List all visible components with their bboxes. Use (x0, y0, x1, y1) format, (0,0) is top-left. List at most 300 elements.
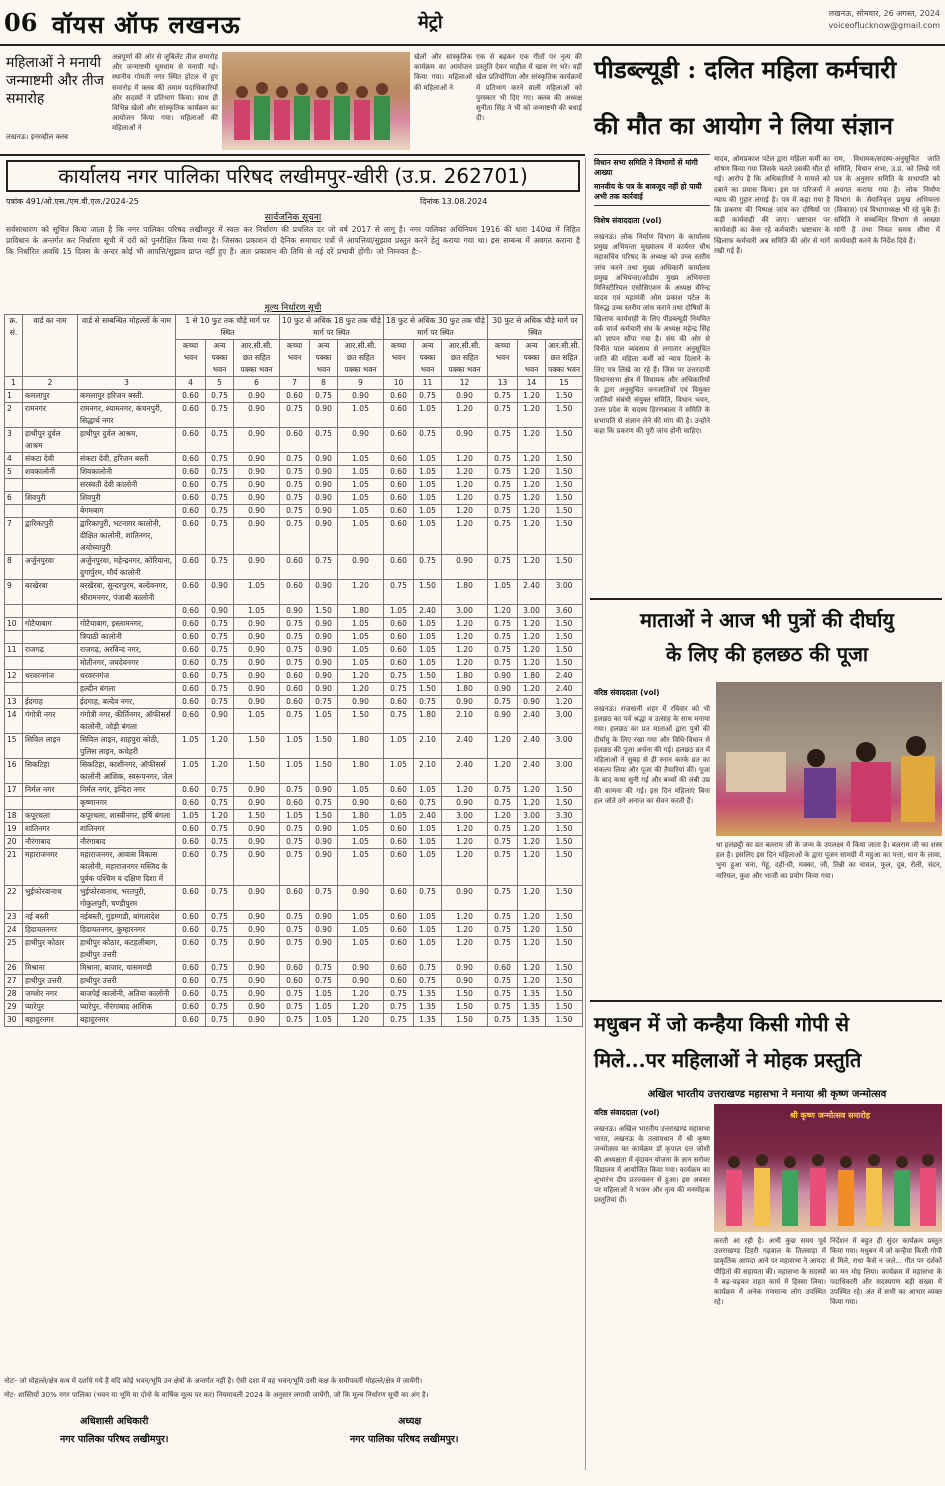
cell-sn: 23 (5, 911, 23, 924)
col-subhead: कच्चा भवन (384, 340, 414, 377)
cell-rate: 1.20 (518, 403, 546, 428)
cell-rate: 0.60 (176, 1001, 206, 1014)
cell-rate: 0.90 (310, 518, 338, 555)
cell-sn (5, 479, 23, 492)
cell-rate: 0.75 (488, 937, 518, 962)
cell-rate: 0.75 (206, 823, 234, 836)
cell-rate: 1.50 (546, 1014, 583, 1027)
cell-rate: 0.75 (488, 924, 518, 937)
cell-rate: 0.75 (206, 849, 234, 886)
cell-sn: 4 (5, 453, 23, 466)
cell-rate: 0.90 (310, 644, 338, 657)
cell-rate: 0.90 (338, 555, 384, 580)
cell-locality: नौरंगाबाद (78, 836, 176, 849)
cell-locality: सिविल लाइन, शाहपुरा कोठी, पुलिस लाइन, कचेहरी (78, 734, 176, 759)
cell-rate: 1.35 (518, 1001, 546, 1014)
sign-eo-org: नगर पालिका परिषद लखीमपुर। (60, 1434, 169, 1445)
cell-rate: 1.05 (414, 937, 442, 962)
cell-rate: 0.60 (176, 518, 206, 555)
col-number: 11 (414, 377, 442, 390)
cell-rate: 1.50 (546, 797, 583, 810)
cell-rate: 1.05 (176, 734, 206, 759)
cell-rate: 1.50 (546, 453, 583, 466)
pwd-bullets (594, 154, 710, 206)
cell-rate: 0.75 (488, 466, 518, 479)
cell-rate: 1.50 (310, 759, 338, 784)
teej-byline: लखनऊ। इनरव्हील क्लब (6, 133, 68, 141)
cell-locality: कृष्णानगर (78, 797, 176, 810)
worship-photo-icon (716, 682, 942, 836)
cell-rate: 0.60 (384, 618, 414, 631)
cell-rate: 0.90 (310, 580, 338, 605)
cell-rate: 0.60 (176, 886, 206, 911)
cell-rate: 0.60 (280, 886, 310, 911)
cell-rate: 1.20 (442, 479, 488, 492)
cell-rate: 0.60 (176, 836, 206, 849)
cell-rate: 0.75 (488, 631, 518, 644)
cell-rate: 1.05 (310, 709, 338, 734)
cell-rate: 0.75 (488, 453, 518, 466)
cell-rate: 0.75 (310, 428, 338, 453)
cell-ward: राजगढ़ (23, 644, 78, 657)
table-row (5, 631, 583, 644)
cell-rate: 1.20 (518, 631, 546, 644)
cell-sn: 14 (5, 709, 23, 734)
cell-rate: 0.75 (206, 937, 234, 962)
cell-rate: 0.75 (206, 403, 234, 428)
table-row (5, 962, 583, 975)
cell-rate: 3.30 (546, 810, 583, 823)
cell-ward (23, 797, 78, 810)
cell-rate: 0.90 (442, 390, 488, 403)
halchhath-headline-1: माताओं ने आज भी पुत्रों की दीर्घायु (639, 608, 895, 632)
cell-rate: 0.75 (280, 988, 310, 1001)
cell-rate: 0.90 (234, 797, 280, 810)
cell-rate: 1.50 (546, 823, 583, 836)
cell-rate: 1.50 (310, 810, 338, 823)
cell-rate: 1.20 (518, 657, 546, 670)
cell-rate: 0.75 (206, 657, 234, 670)
cell-rate: 0.75 (206, 696, 234, 709)
cell-rate: 0.75 (206, 492, 234, 505)
cell-sn: 19 (5, 823, 23, 836)
cell-rate: 0.60 (384, 924, 414, 937)
cell-rate: 0.75 (280, 505, 310, 518)
cell-rate: 1.05 (338, 937, 384, 962)
cell-rate: 0.75 (206, 683, 234, 696)
cell-rate: 0.90 (310, 618, 338, 631)
cell-rate: 0.75 (488, 1001, 518, 1014)
cell-rate: 0.90 (442, 797, 488, 810)
madhuban-story (590, 1000, 942, 1470)
cell-rate: 1.20 (442, 937, 488, 962)
col-number: 5 (206, 377, 234, 390)
cell-rate: 0.60 (384, 492, 414, 505)
cell-rate: 0.75 (280, 1014, 310, 1027)
col-subhead: कच्चा भवन (280, 340, 310, 377)
cell-ward: महाराजनगर (23, 849, 78, 886)
cell-rate: 0.75 (280, 836, 310, 849)
cell-rate: 1.05 (414, 403, 442, 428)
cell-rate: 0.75 (206, 518, 234, 555)
cell-sn: 5 (5, 466, 23, 479)
cell-locality: हाथीपुर दुर्वल आश्रम, (78, 428, 176, 453)
cell-locality: गंगोत्री नगर, कीर्तिनगर, ऑफीसर्स कालोनी, जोड़ी बंगला (78, 709, 176, 734)
cell-rate: 1.20 (518, 390, 546, 403)
cell-locality: बेगमबाग (78, 505, 176, 518)
cell-rate: 0.75 (310, 797, 338, 810)
cell-rate: 0.60 (384, 631, 414, 644)
cell-rate: 1.20 (488, 605, 518, 618)
madhuban-headline-1: मधुबन में जो कन्हैया किसी गोपी से (594, 1012, 850, 1036)
cell-sn: 20 (5, 836, 23, 849)
cell-rate: 0.90 (310, 683, 338, 696)
cell-sn: 16 (5, 759, 23, 784)
col-subhead: अन्य पक्का भवन (310, 340, 338, 377)
cell-rate: 0.60 (176, 784, 206, 797)
cell-rate: 1.05 (338, 849, 384, 886)
cell-rate: 0.90 (234, 886, 280, 911)
cell-rate: 0.75 (206, 797, 234, 810)
cell-rate: 1.20 (488, 810, 518, 823)
cell-rate: 1.50 (414, 580, 442, 605)
teej-body-2: एक से बढ़कर एक गीतों पर नृत्य की प्रस्तुति देकर माहौल में खास रंग भरे। वहीं खेल प्रतियोगिता और सांस्कृतिक कार्यक्रमों में प्रतिभाग करने वाली महिलाओं को पुरस्कार भी दिए गए। क्लब की अध्यक्ष सुनीता सिंह ने भी को जन्माष्टमी की बधाई दी। (476, 53, 582, 123)
cell-rate: 0.90 (338, 797, 384, 810)
cell-rate: 1.05 (414, 492, 442, 505)
cell-rate: 0.75 (384, 670, 414, 683)
cell-rate: 1.20 (442, 453, 488, 466)
cell-rate: 0.75 (414, 428, 442, 453)
cell-rate: 0.60 (280, 696, 310, 709)
cell-rate: 0.90 (234, 849, 280, 886)
cell-rate: 0.75 (280, 453, 310, 466)
cell-rate: 0.75 (206, 988, 234, 1001)
cell-locality: हाथीपुर कोठार, कटहलीबाग, हाथीपुर उत्तरी (78, 937, 176, 962)
cell-sn (5, 683, 23, 696)
cell-rate: 0.90 (310, 823, 338, 836)
cell-rate: 1.20 (518, 924, 546, 937)
cell-rate: 1.05 (338, 836, 384, 849)
cell-rate: 0.90 (234, 453, 280, 466)
cell-ward: नौरंगाबाद (23, 836, 78, 849)
note-1: नोटः- जो मोहल्ले/क्षेत्र कथ में दर्शाये गये हैं यदि कोई भवन/भूमि उन क्षेत्रों के अन्तर्गत नहीं है। ऐसी दशा में वह भवन/भूमि उसी कक्ष के समीपवर्ती मोहल्ले/क्षेत्र में जायेंगी। (4, 1377, 423, 1385)
cell-rate: 3.00 (442, 605, 488, 618)
cell-rate: 1.50 (546, 390, 583, 403)
table-row (5, 605, 583, 618)
cell-rate: 0.75 (280, 784, 310, 797)
cell-rate: 0.60 (384, 696, 414, 709)
cell-rate: 0.75 (206, 390, 234, 403)
cell-rate: 0.75 (488, 518, 518, 555)
cell-rate: 1.80 (442, 670, 488, 683)
cell-rate: 0.90 (310, 911, 338, 924)
cell-rate: 0.60 (176, 403, 206, 428)
cell-rate: 1.20 (518, 683, 546, 696)
paper-name: वॉयस ऑफ लखनऊ (52, 10, 241, 39)
cell-ward (23, 657, 78, 670)
col-number: 7 (280, 377, 310, 390)
cell-rate: 0.75 (310, 390, 338, 403)
cell-rate: 0.60 (384, 784, 414, 797)
cell-rate: 0.75 (280, 618, 310, 631)
col-number: 6 (234, 377, 280, 390)
cell-ward: सिविल लाइन (23, 734, 78, 759)
table-row (5, 518, 583, 555)
cell-rate: 0.60 (176, 1014, 206, 1027)
cell-ward: भुईफोरवानाथ (23, 886, 78, 911)
cell-locality: बहादुरनगर (78, 1014, 176, 1027)
table-row (5, 657, 583, 670)
cell-rate: 0.75 (280, 823, 310, 836)
cell-rate: 0.75 (414, 390, 442, 403)
cell-locality: राजगढ़, अरविन्द नगर, (78, 644, 176, 657)
cell-rate: 0.60 (280, 390, 310, 403)
madhuban-banner: श्री कृष्ण जन्मोत्सव समारोह (790, 1111, 870, 1120)
table-row (5, 453, 583, 466)
cell-sn: 6 (5, 492, 23, 505)
cell-rate: 1.80 (338, 605, 384, 618)
cell-rate: 0.75 (488, 696, 518, 709)
table-row (5, 505, 583, 518)
cell-rate: 0.60 (176, 505, 206, 518)
cell-sn: 25 (5, 937, 23, 962)
cell-sn: 11 (5, 644, 23, 657)
madhuban-body-3: निर्देशन में बहुत ही सुंदर कार्यक्रम प्रस्तुत किया गया। मधुबन में जो कन्हैया किसी गोपी से मिले, राधा कैसे न जले... गीत पर दर्शकों का मन मोह लिया। कार्यक्रम में महासभा के पदाधिकारी और सदस्यगण बड़ी संख्या में उपस्थित रहे। अंत में सभी का आभार व्यक्त किया गया। (830, 1237, 942, 1307)
cell-rate: 0.90 (338, 975, 384, 988)
cell-rate: 0.60 (384, 836, 414, 849)
pwd-headline-1: पीडब्ल्यूडी : दलित महिला कर्मचारी (594, 55, 897, 84)
cell-rate: 0.60 (176, 797, 206, 810)
cell-locality: हाथीपुर उत्तरी (78, 975, 176, 988)
cell-rate: 0.60 (384, 657, 414, 670)
cell-sn (5, 657, 23, 670)
cell-rate: 1.05 (280, 759, 310, 784)
cell-ward: जमशेर नगर (23, 988, 78, 1001)
table-row (5, 428, 583, 453)
notice-office: कार्यालय नगर पालिका परिषद लखीमपुर-खीरी (उ.प्र. 262701) (6, 160, 580, 192)
cell-rate: 0.60 (176, 657, 206, 670)
cell-rate: 0.60 (176, 428, 206, 453)
cell-rate: 1.05 (384, 605, 414, 618)
cell-rate: 0.90 (488, 683, 518, 696)
cell-sn: 17 (5, 784, 23, 797)
table-row (5, 849, 583, 886)
cell-rate: 0.75 (488, 988, 518, 1001)
cell-rate: 0.90 (234, 428, 280, 453)
cell-locality: सरस्वती देवी कालोनी (78, 479, 176, 492)
cell-locality: महाराजनगर, आवास विकास कालोनी, महाराजनगर मस्जिद के पूर्वक पश्चिम व दक्षिण दिशा में (78, 849, 176, 886)
cell-rate: 0.60 (384, 962, 414, 975)
cell-rate: 1.50 (234, 759, 280, 784)
cell-rate: 1.50 (546, 479, 583, 492)
cell-rate: 0.90 (488, 709, 518, 734)
cell-rate: 1.50 (546, 937, 583, 962)
cell-rate: 0.90 (338, 428, 384, 453)
cell-rate: 0.90 (280, 605, 310, 618)
cell-rate: 1.05 (280, 810, 310, 823)
cell-rate: 1.20 (518, 555, 546, 580)
cell-rate: 1.20 (206, 810, 234, 823)
cell-rate: 1.50 (442, 1014, 488, 1027)
cell-rate: 1.20 (442, 644, 488, 657)
cell-rate: 1.05 (280, 734, 310, 759)
cell-rate: 0.75 (280, 466, 310, 479)
cell-rate: 0.60 (384, 911, 414, 924)
cell-rate: 0.75 (206, 962, 234, 975)
cell-rate: 1.05 (414, 453, 442, 466)
table-row (5, 797, 583, 810)
cell-rate: 0.60 (176, 580, 206, 605)
cell-rate: 1.05 (338, 479, 384, 492)
cell-sn: 7 (5, 518, 23, 555)
cell-rate: 1.05 (414, 479, 442, 492)
cell-rate: 0.90 (234, 836, 280, 849)
cell-locality: संकटा देवी, हरिजन बस्ती (78, 453, 176, 466)
teej-story (0, 48, 585, 156)
cell-sn: 30 (5, 1014, 23, 1027)
col-number: 8 (310, 377, 338, 390)
cell-sn: 3 (5, 428, 23, 453)
cell-rate: 0.75 (280, 518, 310, 555)
cell-rate: 1.50 (546, 403, 583, 428)
cell-rate: 0.75 (280, 1001, 310, 1014)
cell-rate: 0.75 (414, 696, 442, 709)
notice-ref: पत्रांक 491/ओ.एस./एम.वी.एल./2024-25 (6, 197, 139, 206)
pwd-bullet-2: मानवीय के पत्र के बावजूद नहीं हो पायी अभी तक कार्रवाई (594, 182, 702, 201)
cell-ward: प्यारेपुर (23, 1001, 78, 1014)
cell-rate: 0.90 (234, 631, 280, 644)
cell-rate: 1.50 (546, 836, 583, 849)
cell-rate: 1.20 (518, 784, 546, 797)
cell-rate: 1.20 (518, 911, 546, 924)
note-2: नोट- शास्तियों 30% नगर पालिका (भवन या भूमि या दोनो के वार्षिक मूल्य पर कर) नियमावली 2024 के अनुसार लगायी जायेंगी, जो कि मूल्य निर्धारण सूची का अंग है। (4, 1391, 429, 1399)
group-photo-icon (222, 52, 410, 150)
cell-rate: 1.20 (442, 631, 488, 644)
cell-rate: 0.75 (206, 631, 234, 644)
cell-rate: 0.75 (384, 683, 414, 696)
col-number: 4 (176, 377, 206, 390)
cell-rate: 0.75 (206, 479, 234, 492)
cell-rate: 0.60 (384, 975, 414, 988)
cell-rate: 1.20 (518, 849, 546, 886)
cell-rate: 1.05 (234, 605, 280, 618)
cell-sn: 12 (5, 670, 23, 683)
cell-rate: 1.50 (546, 924, 583, 937)
pwd-col-3: राम, विधायक/सदस्य-अनुसूचित जाति समिति, विधान सभा, उ.प्र. को लिखे गये पत्र के अनुसार समिति के सभापति को अवगत कराया गया है। लोक निर्माण विभाग के सेवानिवृत्त प्रमुख अभियन्ता (विकास) एवं विभागाध्यक्ष भी रहे चुके हैं। समिति ने सम्बन्धित विभाग से आख्या मांगी है तथा नियत समय सीमा में कार्यवाही करने के निर्देश दिये हैं। (834, 155, 940, 245)
cell-rate: 1.20 (518, 644, 546, 657)
col-subhead: कच्चा भवन (176, 340, 206, 377)
cell-rate: 3.00 (546, 759, 583, 784)
cell-rate: 3.00 (546, 580, 583, 605)
cell-rate: 0.60 (384, 518, 414, 555)
cell-rate: 1.50 (546, 644, 583, 657)
cell-rate: 3.60 (546, 605, 583, 618)
table-row (5, 683, 583, 696)
cell-locality: रामनगर, श्यामनगर, कंचनपुरी, सिद्धार्थ नगर (78, 403, 176, 428)
cell-rate: 1.05 (338, 466, 384, 479)
cell-ward: शिवपुरी (23, 492, 78, 505)
cell-rate: 0.75 (414, 797, 442, 810)
cell-rate: 1.20 (338, 988, 384, 1001)
cell-rate: 1.80 (338, 810, 384, 823)
cell-rate: 0.90 (310, 466, 338, 479)
cell-rate: 0.75 (384, 1001, 414, 1014)
col-head-group: 18 फुट से अधिक 30 फुट तक चौड़े मार्ग पर स्थित (384, 315, 488, 340)
cell-sn: 9 (5, 580, 23, 605)
cell-rate: 0.75 (488, 849, 518, 886)
table-row (5, 937, 583, 962)
table-row (5, 479, 583, 492)
cell-rate: 0.90 (234, 683, 280, 696)
cell-rate: 0.75 (488, 886, 518, 911)
cell-ward: नई बस्ती (23, 911, 78, 924)
cell-rate: 0.60 (384, 823, 414, 836)
cell-rate: 0.60 (384, 886, 414, 911)
cell-sn (5, 505, 23, 518)
cell-rate: 1.20 (338, 1001, 384, 1014)
cell-locality: त्रिपाठी कालोनी (78, 631, 176, 644)
cell-rate: 2.40 (414, 605, 442, 618)
cell-rate: 1.20 (518, 823, 546, 836)
cell-rate: 0.90 (234, 466, 280, 479)
cell-rate: 0.60 (384, 428, 414, 453)
madhuban-photo (714, 1104, 942, 1232)
cell-rate: 1.20 (518, 937, 546, 962)
cell-rate: 0.75 (488, 479, 518, 492)
cell-rate: 0.90 (310, 631, 338, 644)
cell-locality: निर्मल नगर, इन्दिरा नगर (78, 784, 176, 797)
cell-rate: 0.90 (310, 505, 338, 518)
cell-locality: प्यारेपुर, नौरंगाबाद आंशिक (78, 1001, 176, 1014)
cell-rate: 0.75 (206, 555, 234, 580)
cell-ward: ईदगाह (23, 696, 78, 709)
cell-rate: 1.20 (546, 696, 583, 709)
cell-rate: 0.75 (206, 1014, 234, 1027)
cell-rate: 1.35 (414, 988, 442, 1001)
cell-rate: 1.35 (518, 1014, 546, 1027)
cell-rate: 1.20 (338, 1014, 384, 1027)
col-subhead: आर.सी.सी. छत सहित पक्का भवन (442, 340, 488, 377)
cell-rate: 1.80 (518, 670, 546, 683)
cell-sn: 15 (5, 734, 23, 759)
cell-rate: 0.90 (338, 886, 384, 911)
cell-rate: 1.20 (518, 453, 546, 466)
cell-rate: 1.20 (442, 505, 488, 518)
cell-ward: शांतिनगर (23, 823, 78, 836)
cell-rate: 1.50 (546, 555, 583, 580)
col-number: 2 (23, 377, 78, 390)
cell-rate: 2.40 (442, 734, 488, 759)
table-title: मूल्य निर्धारण सूची (264, 303, 322, 313)
cell-rate: 0.75 (206, 784, 234, 797)
cell-rate: 1.05 (414, 505, 442, 518)
cell-rate: 1.50 (546, 631, 583, 644)
cell-rate: 2.40 (518, 734, 546, 759)
cell-rate: 1.35 (414, 1001, 442, 1014)
cell-rate: 1.05 (384, 734, 414, 759)
cell-ward: रामनगर (23, 403, 78, 428)
col-number: 10 (384, 377, 414, 390)
cell-rate: 0.75 (488, 784, 518, 797)
cell-rate: 0.90 (310, 937, 338, 962)
cell-rate: 3.00 (518, 810, 546, 823)
cell-rate: 0.60 (176, 492, 206, 505)
cell-rate: 1.20 (338, 580, 384, 605)
cell-rate: 0.75 (310, 886, 338, 911)
cell-rate: 0.75 (488, 644, 518, 657)
cell-rate: 1.20 (518, 466, 546, 479)
sign-chair-title: अध्यक्ष (398, 1416, 422, 1427)
